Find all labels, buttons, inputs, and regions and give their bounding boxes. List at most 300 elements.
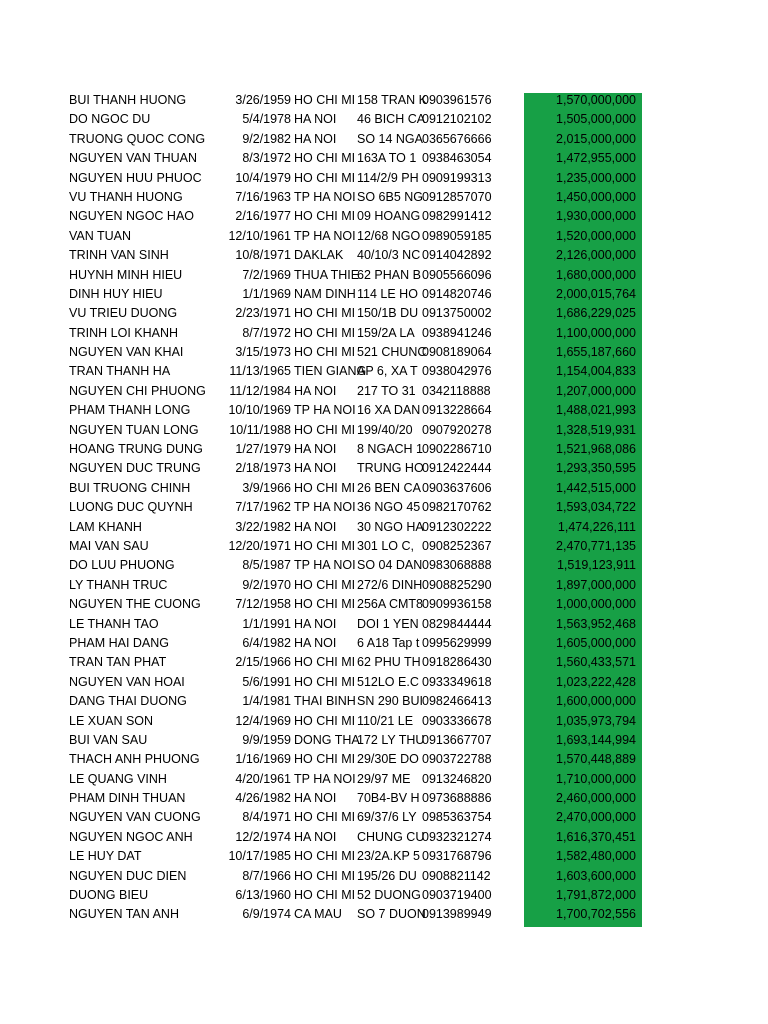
- city-cell[interactable]: HO CHI MI: [294, 151, 356, 166]
- address-cell[interactable]: 6 A18 Tap t: [357, 635, 420, 650]
- city-cell[interactable]: HO CHI MI: [294, 306, 356, 321]
- address-cell[interactable]: 301 LO C,: [357, 538, 414, 553]
- table-row: [0, 498, 768, 517]
- customer-name-cell[interactable]: NGUYEN DUC TRUNG: [69, 461, 201, 476]
- table-row: [0, 750, 768, 769]
- birth-date-cell[interactable]: 8/4/1971: [242, 810, 291, 825]
- birth-date-cell[interactable]: 7/12/1958: [235, 597, 291, 612]
- phone-cell[interactable]: 0973688886: [422, 791, 492, 806]
- address-cell[interactable]: 29/30E DO: [357, 752, 419, 767]
- table-row: [0, 867, 768, 886]
- phone-cell[interactable]: 0932321274: [422, 829, 492, 844]
- phone-cell[interactable]: 0914820746: [422, 286, 492, 301]
- birth-date-cell[interactable]: 7/16/1963: [235, 189, 291, 204]
- customer-name-cell[interactable]: TRAN THANH HA: [69, 364, 171, 379]
- address-cell[interactable]: 36 NGO 45: [357, 500, 421, 515]
- customer-name-cell[interactable]: TRINH LOI KHANH: [69, 325, 179, 340]
- table-row: [0, 343, 768, 362]
- birth-date-cell[interactable]: 5/4/1978: [242, 112, 291, 127]
- customer-name-cell[interactable]: NGUYEN THE CUONG: [69, 597, 201, 612]
- phone-cell[interactable]: 0908825290: [422, 577, 492, 592]
- amount-cell[interactable]: 1,710,000,000: [556, 771, 636, 786]
- table-row: [0, 285, 768, 304]
- address-cell[interactable]: 16 XA DAN: [357, 403, 421, 418]
- address-cell[interactable]: 62 PHAN B: [357, 267, 421, 282]
- address-cell[interactable]: 512LO E.C: [357, 674, 419, 689]
- phone-cell[interactable]: 0983068888: [422, 558, 492, 573]
- customer-name-cell[interactable]: BUI TRUONG CHINH: [69, 480, 191, 495]
- table-row: [0, 673, 768, 692]
- amount-cell[interactable]: 1,563,952,468: [556, 616, 636, 631]
- birth-date-cell[interactable]: 8/7/1966: [242, 868, 291, 883]
- customer-name-cell[interactable]: HUYNH MINH HIEU: [69, 267, 183, 282]
- amount-cell[interactable]: 2,470,771,135: [556, 538, 636, 553]
- customer-name-cell[interactable]: DO NGOC DU: [69, 112, 151, 127]
- amount-cell[interactable]: 1,693,144,994: [556, 732, 636, 747]
- phone-cell[interactable]: 0938463054: [422, 151, 492, 166]
- customer-name-cell[interactable]: VAN TUAN: [69, 228, 132, 243]
- birth-date-cell[interactable]: 4/20/1961: [235, 771, 291, 786]
- phone-cell[interactable]: 0918286430: [422, 655, 492, 670]
- birth-date-cell[interactable]: 3/9/1966: [242, 480, 291, 495]
- city-cell[interactable]: HA NOI: [294, 461, 337, 476]
- amount-cell[interactable]: 1,100,000,000: [556, 325, 636, 340]
- customer-name-cell[interactable]: NGUYEN NGOC HAO: [69, 209, 195, 224]
- customer-name-cell[interactable]: PHAM THANH LONG: [69, 403, 191, 418]
- city-cell[interactable]: HA NOI: [294, 829, 337, 844]
- customer-name-cell[interactable]: TRUONG QUOC CONG: [69, 131, 206, 146]
- city-cell[interactable]: CA MAU: [294, 907, 342, 922]
- amount-cell[interactable]: 1,442,515,000: [556, 480, 636, 495]
- city-cell[interactable]: HA NOI: [294, 383, 337, 398]
- phone-cell[interactable]: 0903722788: [422, 752, 492, 767]
- address-cell[interactable]: 69/37/6 LY: [357, 810, 417, 825]
- birth-date-cell[interactable]: 9/2/1982: [242, 131, 291, 146]
- address-cell[interactable]: 158 TRAN K: [357, 93, 427, 107]
- address-cell[interactable]: 272/6 DINH: [357, 577, 423, 592]
- city-cell[interactable]: HO CHI MI: [294, 655, 356, 670]
- amount-cell[interactable]: 1,700,702,556: [556, 907, 636, 922]
- city-cell[interactable]: TP HA NOI: [294, 771, 356, 786]
- table-row: [0, 789, 768, 808]
- customer-name-cell[interactable]: PHAM DINH THUAN: [69, 791, 186, 806]
- city-cell[interactable]: DAKLAK: [294, 248, 344, 263]
- city-cell[interactable]: NAM DINH: [294, 286, 356, 301]
- table-row: [0, 304, 768, 323]
- phone-cell[interactable]: 0903637606: [422, 480, 492, 495]
- city-cell[interactable]: DONG THA: [294, 732, 360, 747]
- table-row: [0, 692, 768, 711]
- amount-cell[interactable]: 1,505,000,000: [556, 112, 636, 127]
- birth-date-cell[interactable]: 1/4/1981: [242, 694, 291, 709]
- phone-cell[interactable]: 0982466413: [422, 694, 492, 709]
- customer-name-cell[interactable]: LE HUY DAT: [69, 849, 142, 864]
- birth-date-cell[interactable]: 3/22/1982: [235, 519, 291, 534]
- amount-cell[interactable]: 1,474,226,111: [557, 519, 636, 534]
- birth-date-cell[interactable]: 6/4/1982: [242, 635, 291, 650]
- birth-date-cell[interactable]: 10/4/1979: [235, 170, 291, 185]
- phone-cell[interactable]: 0903961576: [422, 93, 492, 107]
- customer-name-cell[interactable]: HOANG TRUNG DUNG: [69, 442, 203, 457]
- table-row: [0, 518, 768, 537]
- amount-cell[interactable]: 1,582,480,000: [556, 849, 636, 864]
- address-cell[interactable]: 163A TO 1: [357, 151, 417, 166]
- amount-cell[interactable]: 1,655,187,660: [556, 345, 636, 360]
- phone-cell[interactable]: 0829844444: [422, 616, 492, 631]
- amount-cell[interactable]: 1,035,973,794: [556, 713, 636, 728]
- phone-cell[interactable]: 0914042892: [422, 248, 492, 263]
- amount-cell[interactable]: 2,000,015,764: [556, 286, 636, 301]
- table-row: [0, 847, 768, 866]
- customer-name-cell[interactable]: LUONG DUC QUYNH: [69, 500, 193, 515]
- table-row: [0, 556, 768, 575]
- amount-cell[interactable]: 1,488,021,993: [556, 403, 636, 418]
- amount-cell[interactable]: 2,126,000,000: [556, 248, 636, 263]
- phone-cell[interactable]: 0909936158: [422, 597, 492, 612]
- birth-date-cell[interactable]: 10/17/1985: [228, 849, 291, 864]
- address-cell[interactable]: 217 TO 31: [357, 383, 416, 398]
- birth-date-cell[interactable]: 8/5/1987: [242, 558, 291, 573]
- amount-cell[interactable]: 1,000,000,000: [556, 597, 636, 612]
- table-row: [0, 91, 768, 110]
- city-cell[interactable]: HO CHI MI: [294, 713, 356, 728]
- table-row: [0, 227, 768, 246]
- customer-name-cell[interactable]: NGUYEN CHI PHUONG: [69, 383, 206, 398]
- birth-date-cell[interactable]: 10/11/1988: [229, 422, 291, 437]
- phone-cell[interactable]: 0902286710: [422, 442, 492, 457]
- phone-cell[interactable]: 0933349618: [422, 674, 492, 689]
- customer-name-cell[interactable]: BUI VAN SAU: [69, 732, 148, 747]
- table-row: [0, 246, 768, 265]
- amount-cell[interactable]: 2,015,000,000: [556, 131, 636, 146]
- table-row: [0, 634, 768, 653]
- customer-name-cell[interactable]: TRINH VAN SINH: [69, 248, 169, 263]
- birth-date-cell[interactable]: 6/13/1960: [235, 888, 291, 903]
- birth-date-cell[interactable]: 10/10/1969: [228, 403, 291, 418]
- birth-date-cell[interactable]: 8/7/1972: [242, 325, 291, 340]
- city-cell[interactable]: THUA THIE: [294, 267, 360, 282]
- city-cell[interactable]: TP HA NOI: [294, 558, 356, 573]
- amount-cell[interactable]: 1,023,222,428: [556, 674, 636, 689]
- table-row: [0, 653, 768, 672]
- amount-cell[interactable]: 1,570,000,000: [556, 93, 636, 107]
- address-cell[interactable]: 30 NGO HA: [357, 519, 424, 534]
- city-cell[interactable]: HA NOI: [294, 442, 337, 457]
- address-cell[interactable]: AP 6, XA T: [357, 364, 418, 379]
- birth-date-cell[interactable]: 3/26/1959: [235, 93, 291, 107]
- phone-cell[interactable]: 0912102102: [422, 112, 492, 127]
- birth-date-cell[interactable]: 1/1/1991: [242, 616, 291, 631]
- table-row: [0, 207, 768, 226]
- customer-name-cell[interactable]: LY THANH TRUC: [69, 577, 168, 592]
- birth-date-cell[interactable]: 2/15/1966: [235, 655, 291, 670]
- customer-name-cell[interactable]: NGUYEN VAN THUAN: [69, 151, 198, 166]
- address-cell[interactable]: SO 14 NGA: [357, 131, 423, 146]
- phone-cell[interactable]: 0905566096: [422, 267, 492, 282]
- city-cell[interactable]: HA NOI: [294, 616, 337, 631]
- phone-cell[interactable]: 0912302222: [422, 519, 492, 534]
- table-row: [0, 169, 768, 188]
- city-cell[interactable]: TP HA NOI: [294, 189, 356, 204]
- phone-cell[interactable]: 0938042976: [422, 364, 492, 379]
- phone-cell[interactable]: 0903719400: [422, 888, 492, 903]
- amount-cell[interactable]: 2,460,000,000: [556, 791, 636, 806]
- customer-name-cell[interactable]: THACH ANH PHUONG: [69, 752, 200, 767]
- birth-date-cell[interactable]: 1/27/1979: [235, 442, 291, 457]
- phone-cell[interactable]: 0989059185: [422, 228, 492, 243]
- table-row: [0, 808, 768, 827]
- customer-name-cell[interactable]: LAM KHANH: [69, 519, 142, 534]
- city-cell[interactable]: HA NOI: [294, 131, 337, 146]
- amount-cell[interactable]: 1,560,433,571: [556, 655, 636, 670]
- phone-cell[interactable]: 0931768796: [422, 849, 492, 864]
- phone-cell[interactable]: 0982991412: [422, 209, 492, 224]
- table-row: [0, 828, 768, 847]
- phone-cell[interactable]: 0913989949: [422, 907, 492, 922]
- birth-date-cell[interactable]: 7/2/1969: [242, 267, 291, 282]
- table-row: [0, 440, 768, 459]
- address-cell[interactable]: 29/97 ME: [357, 771, 411, 786]
- address-cell[interactable]: TRUNG HO: [357, 461, 424, 476]
- amount-cell[interactable]: 1,605,000,000: [556, 635, 636, 650]
- table-row: [0, 459, 768, 478]
- address-cell[interactable]: 195/26 DU: [357, 868, 417, 883]
- table-row: [0, 188, 768, 207]
- amount-cell[interactable]: 1,791,872,000: [556, 888, 636, 903]
- customer-name-cell[interactable]: LE THANH TAO: [69, 616, 159, 631]
- birth-date-cell[interactable]: 2/18/1973: [235, 461, 291, 476]
- address-cell[interactable]: 150/1B DU: [357, 306, 419, 321]
- amount-cell[interactable]: 1,328,519,931: [556, 422, 636, 437]
- table-row: [0, 731, 768, 750]
- city-cell[interactable]: HO CHI MI: [294, 577, 356, 592]
- city-cell[interactable]: HO CHI MI: [294, 849, 356, 864]
- address-cell[interactable]: 52 DUONG: [357, 888, 421, 903]
- city-cell[interactable]: HO CHI MI: [294, 868, 356, 883]
- phone-cell[interactable]: 0908821142: [422, 868, 491, 883]
- amount-cell[interactable]: 1,593,034,722: [556, 500, 636, 515]
- birth-date-cell[interactable]: 4/26/1982: [235, 791, 291, 806]
- city-cell[interactable]: HA NOI: [294, 112, 337, 127]
- phone-cell[interactable]: 0908189064: [422, 345, 492, 360]
- city-cell[interactable]: TP HA NOI: [294, 228, 356, 243]
- customer-name-cell[interactable]: TRAN TAN PHAT: [69, 655, 167, 670]
- birth-date-cell[interactable]: 11/12/1984: [229, 383, 291, 398]
- phone-cell[interactable]: 0913246820: [422, 771, 492, 786]
- amount-cell[interactable]: 1,154,004,833: [556, 364, 636, 379]
- amount-cell[interactable]: 1,207,000,000: [556, 383, 636, 398]
- address-cell[interactable]: 172 LY THU: [357, 732, 425, 747]
- customer-name-cell[interactable]: DANG THAI DUONG: [69, 694, 187, 709]
- birth-date-cell[interactable]: 9/2/1970: [242, 577, 291, 592]
- phone-cell[interactable]: 0982170762: [422, 500, 492, 515]
- phone-cell[interactable]: 0995629999: [422, 635, 492, 650]
- customer-name-cell[interactable]: DO LUU PHUONG: [69, 558, 175, 573]
- customer-name-cell[interactable]: VU THANH HUONG: [69, 189, 183, 204]
- address-cell[interactable]: SN 290 BUI: [357, 694, 424, 709]
- birth-date-cell[interactable]: 1/16/1969: [235, 752, 291, 767]
- customer-name-cell[interactable]: NGUYEN NGOC ANH: [69, 829, 193, 844]
- amount-cell[interactable]: 1,450,000,000: [556, 189, 636, 204]
- table-row: [0, 595, 768, 614]
- birth-date-cell[interactable]: 12/2/1974: [235, 829, 291, 844]
- customer-name-cell[interactable]: NGUYEN VAN KHAI: [69, 345, 184, 360]
- phone-cell[interactable]: 0912857070: [422, 189, 492, 204]
- customer-name-cell[interactable]: NGUYEN HUU PHUOC: [69, 170, 202, 185]
- address-cell[interactable]: 26 BEN CA: [357, 480, 421, 495]
- address-cell[interactable]: 12/68 NGO: [357, 228, 421, 243]
- table-row: [0, 770, 768, 789]
- city-cell[interactable]: HO CHI MI: [294, 93, 356, 107]
- phone-cell[interactable]: 0342118888: [422, 383, 491, 398]
- address-cell[interactable]: 23/2A.KP 5: [357, 849, 421, 864]
- city-cell[interactable]: TP HA NOI: [294, 500, 356, 515]
- address-cell[interactable]: SO 7 DUON: [357, 907, 426, 922]
- city-cell[interactable]: HA NOI: [294, 635, 337, 650]
- amount-cell[interactable]: 1,293,350,595: [556, 461, 636, 476]
- city-cell[interactable]: HO CHI MI: [294, 422, 356, 437]
- phone-cell[interactable]: 0913667707: [422, 732, 492, 747]
- amount-cell[interactable]: 1,600,000,000: [556, 694, 636, 709]
- address-cell[interactable]: 46 BICH CA: [357, 112, 426, 127]
- birth-date-cell[interactable]: 12/4/1969: [235, 713, 291, 728]
- phone-cell[interactable]: 0985363754: [422, 810, 492, 825]
- table-row: [0, 401, 768, 420]
- address-cell[interactable]: 70B4-BV H: [357, 791, 420, 806]
- customer-name-cell[interactable]: MAI VAN SAU: [69, 538, 149, 553]
- birth-date-cell[interactable]: 2/16/1977: [235, 209, 291, 224]
- customer-name-cell[interactable]: NGUYEN VAN CUONG: [69, 810, 201, 825]
- customer-name-cell[interactable]: NGUYEN TUAN LONG: [69, 422, 199, 437]
- address-cell[interactable]: DOI 1 YEN: [357, 616, 419, 631]
- address-cell[interactable]: 114/2/9 PH: [357, 170, 419, 185]
- birth-date-cell[interactable]: 5/6/1991: [242, 674, 291, 689]
- customer-name-cell[interactable]: PHAM HAI DANG: [69, 635, 170, 650]
- table-row: [0, 886, 768, 905]
- phone-cell[interactable]: 0908252367: [422, 538, 492, 553]
- table-row: [0, 149, 768, 168]
- phone-cell[interactable]: 0903336678: [422, 713, 492, 728]
- table-row: [0, 382, 768, 401]
- city-cell[interactable]: TP HA NOI: [294, 403, 356, 418]
- city-cell[interactable]: HO CHI MI: [294, 538, 356, 553]
- table-row: [0, 537, 768, 556]
- birth-date-cell[interactable]: 9/9/1959: [242, 732, 291, 747]
- city-cell[interactable]: THAI BINH: [294, 694, 356, 709]
- birth-date-cell[interactable]: 12/20/1971: [228, 538, 291, 553]
- customer-name-cell[interactable]: LE QUANG VINH: [69, 771, 167, 786]
- amount-cell[interactable]: 1,603,600,000: [556, 868, 636, 883]
- phone-cell[interactable]: 0938941246: [422, 325, 492, 340]
- table-row: [0, 905, 768, 924]
- phone-cell[interactable]: 0365676666: [422, 131, 492, 146]
- address-cell[interactable]: 521 CHUNC: [357, 345, 427, 360]
- city-cell[interactable]: HO CHI MI: [294, 888, 356, 903]
- birth-date-cell[interactable]: 11/13/1965: [229, 364, 291, 379]
- table-row: [0, 576, 768, 595]
- table-row: [0, 266, 768, 285]
- address-cell[interactable]: 159/2A LA: [357, 325, 415, 340]
- table-row: [0, 362, 768, 381]
- address-cell[interactable]: SO 04 DAN: [357, 558, 423, 573]
- amount-cell[interactable]: 2,470,000,000: [556, 810, 636, 825]
- address-cell[interactable]: 8 NGACH 1: [357, 442, 423, 457]
- phone-cell[interactable]: 0909199313: [422, 170, 492, 185]
- amount-cell[interactable]: 1,519,123,911: [556, 558, 636, 573]
- city-cell[interactable]: HO CHI MI: [294, 752, 356, 767]
- amount-cell[interactable]: 1,235,000,000: [556, 170, 636, 185]
- amount-cell[interactable]: 1,521,968,086: [556, 442, 636, 457]
- address-cell[interactable]: 62 PHU TH: [357, 655, 421, 670]
- customer-name-cell[interactable]: NGUYEN DUC DIEN: [69, 868, 187, 883]
- birth-date-cell[interactable]: 10/8/1971: [235, 248, 291, 263]
- city-cell[interactable]: HO CHI MI: [294, 480, 356, 495]
- amount-cell[interactable]: 1,520,000,000: [556, 228, 636, 243]
- city-cell[interactable]: HO CHI MI: [294, 597, 356, 612]
- city-cell[interactable]: HO CHI MI: [294, 325, 356, 340]
- address-cell[interactable]: 40/10/3 NC: [357, 248, 421, 263]
- city-cell[interactable]: HA NOI: [294, 519, 337, 534]
- city-cell[interactable]: TIEN GIANG: [294, 364, 367, 379]
- amount-cell[interactable]: 1,930,000,000: [556, 209, 636, 224]
- birth-date-cell[interactable]: 12/10/1961: [228, 228, 291, 243]
- phone-cell[interactable]: 0907920278: [422, 422, 492, 437]
- city-cell[interactable]: HA NOI: [294, 791, 337, 806]
- birth-date-cell[interactable]: 2/23/1971: [235, 306, 291, 321]
- city-cell[interactable]: HO CHI MI: [294, 170, 356, 185]
- customer-name-cell[interactable]: DINH HUY HIEU: [69, 286, 163, 301]
- table-row: [0, 110, 768, 129]
- birth-date-cell[interactable]: 1/1/1969: [242, 286, 291, 301]
- customer-name-cell[interactable]: DUONG BIEU: [69, 888, 149, 903]
- table-row: [0, 324, 768, 343]
- city-cell[interactable]: HO CHI MI: [294, 810, 356, 825]
- amount-cell[interactable]: 1,616,370,451: [556, 829, 636, 844]
- address-cell[interactable]: SO 6B5 NG: [357, 189, 423, 204]
- amount-cell[interactable]: 1,570,448,889: [556, 752, 636, 767]
- phone-cell[interactable]: 0913750002: [422, 306, 492, 321]
- amount-cell[interactable]: 1,897,000,000: [556, 577, 636, 592]
- birth-date-cell[interactable]: 3/15/1973: [235, 345, 291, 360]
- amount-cell[interactable]: 1,472,955,000: [556, 151, 636, 166]
- birth-date-cell[interactable]: 7/17/1962: [235, 500, 291, 515]
- address-cell[interactable]: CHUNG CU: [357, 829, 425, 844]
- table-row: [0, 421, 768, 440]
- customer-name-cell[interactable]: NGUYEN TAN ANH: [69, 907, 179, 922]
- address-cell[interactable]: 199/40/20: [357, 422, 413, 437]
- address-cell[interactable]: 114 LE HO: [357, 286, 418, 301]
- address-cell[interactable]: 09 HOANG: [357, 209, 421, 224]
- birth-date-cell[interactable]: 8/3/1972: [242, 151, 291, 166]
- customer-name-cell[interactable]: NGUYEN VAN HOAI: [69, 674, 185, 689]
- customer-name-cell[interactable]: VU TRIEU DUONG: [69, 306, 178, 321]
- table-row: [0, 130, 768, 149]
- spreadsheet-table: [0, 91, 768, 925]
- customer-name-cell[interactable]: LE XUAN SON: [69, 713, 154, 728]
- phone-cell[interactable]: 0913228664: [422, 403, 492, 418]
- city-cell[interactable]: HO CHI MI: [294, 209, 356, 224]
- amount-cell[interactable]: 1,680,000,000: [556, 267, 636, 282]
- phone-cell[interactable]: 0912422444: [422, 461, 492, 476]
- customer-name-cell[interactable]: BUI THANH HUONG: [69, 93, 187, 107]
- address-cell[interactable]: 256A CMT8: [357, 597, 424, 612]
- table-row: [0, 479, 768, 498]
- city-cell[interactable]: HO CHI MI: [294, 345, 356, 360]
- address-cell[interactable]: 110/21 LE: [357, 713, 414, 728]
- amount-cell[interactable]: 1,686,229,025: [556, 306, 636, 321]
- birth-date-cell[interactable]: 6/9/1974: [242, 907, 291, 922]
- city-cell[interactable]: HO CHI MI: [294, 674, 356, 689]
